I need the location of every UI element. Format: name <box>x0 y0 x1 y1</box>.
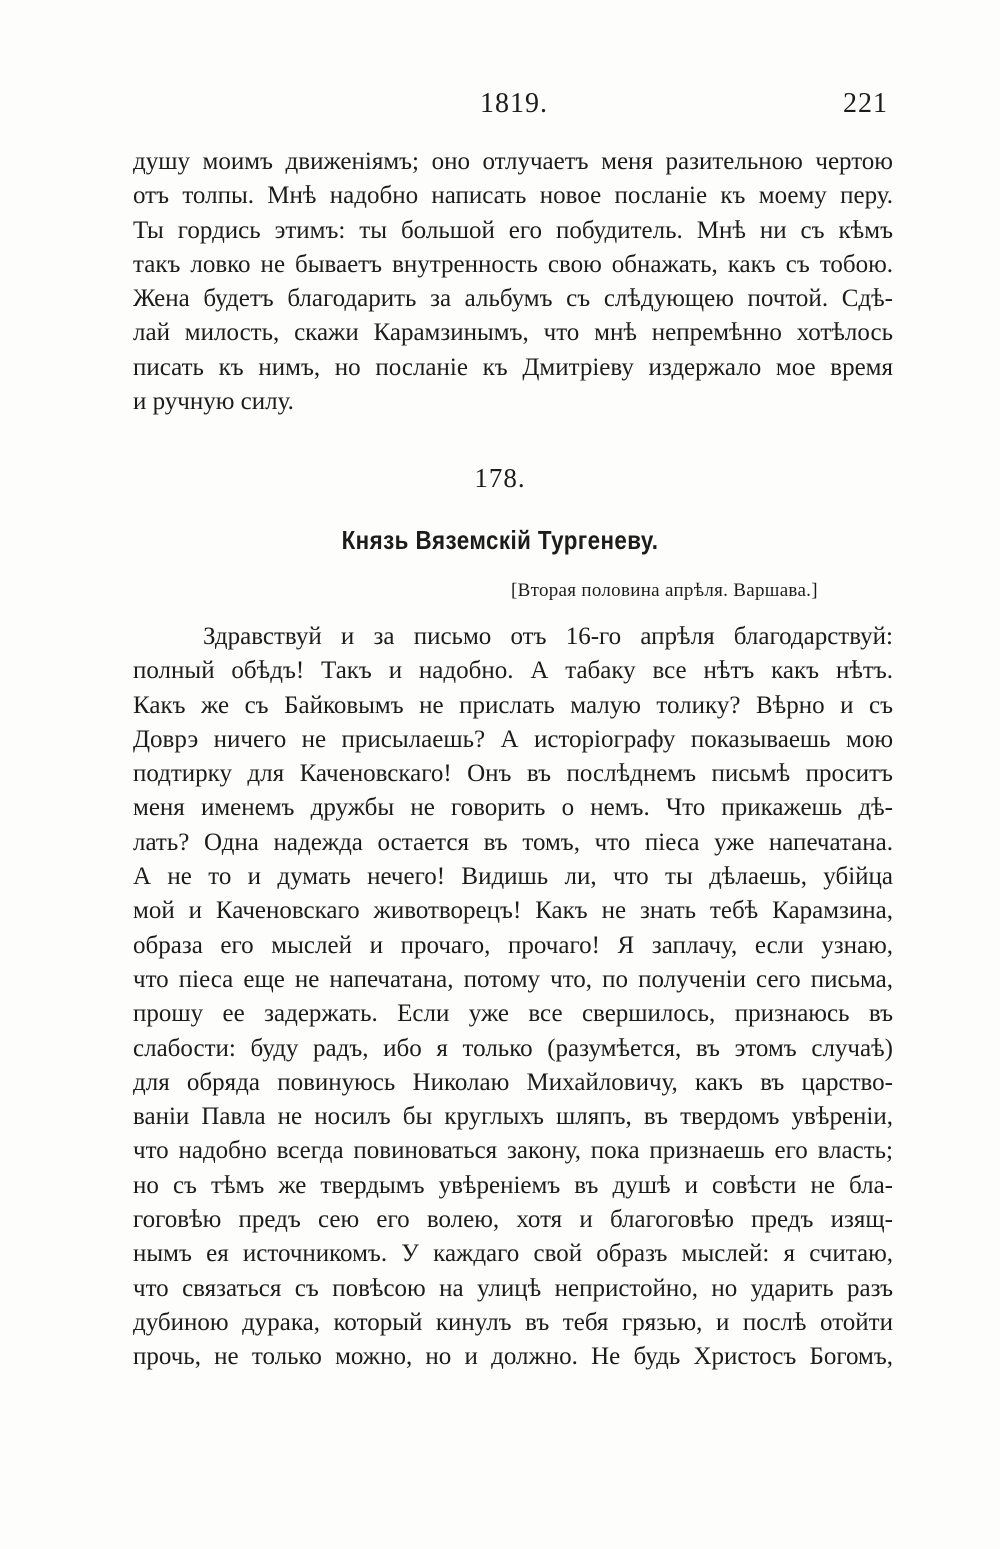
text-line: нымъ ея источникомъ. У каждаго свой образъ мыслей: я считаю, <box>133 1240 893 1268</box>
text-line: ваніи Павла не носилъ бы круглыхъ шляпъ, въ твердомъ увѣреніи, <box>133 1103 893 1131</box>
text-line: мой и Каченовскаго животворецъ! Какъ не знать тебѣ Карамзина, <box>133 897 893 925</box>
text-line: Какъ же съ Байковымъ не прислать малую толику? Вѣрно и съ <box>133 691 893 719</box>
text-line: и ручную силу. <box>133 388 294 416</box>
text-line: подтирку для Каченовскаго! Онъ въ послѣднемъ письмѣ проситъ <box>133 760 893 788</box>
text-line: что связаться съ повѣсою на улицѣ непристойно, но ударить разъ <box>133 1274 893 1302</box>
text-line: Доврэ ничего не присылаешь? А исторіографу показываешь мою <box>133 725 893 753</box>
text-line: что піеса еще не напечатана, потому что, по полученіи сего письма, <box>133 965 893 993</box>
letter-body <box>133 620 893 1375</box>
text-line: гоговѣю предъ сею его волею, хотя и благоговѣю предъ изящ- <box>133 1206 893 1234</box>
text-line: лай милость, скажи Карамзинымъ, что мнѣ непремѣнно хотѣлось <box>133 319 893 347</box>
text-line: меня именемъ дружбы не говорить о немъ. Что прикажешь дѣ- <box>133 794 893 822</box>
text-line: слабости: буду радъ, ибо я только (разумѣется, въ этомъ случаѣ) <box>133 1034 893 1062</box>
running-head-year: 1819. <box>480 88 548 119</box>
text-line: Здравствуй и за письмо отъ 16-го апрѣля благодарствуй: <box>203 623 893 650</box>
text-line: писать къ нимъ, но посланіе къ Дмитріеву издержало мое время <box>133 353 893 381</box>
text-line: для обряда повинуюсь Николаю Михайловичу, какъ въ царство- <box>133 1068 893 1096</box>
text-line: прочь, не только можно, но и должно. Не будь Христосъ Богомъ, <box>133 1343 893 1371</box>
text-line: А не то и думать нечего! Видишь ли, что ты дѣлаешь, убійца <box>133 863 893 891</box>
letter-heading: Князь Вяземскій Тургеневу. <box>341 525 659 555</box>
text-line: такъ ловко не бываетъ внутренность свою обнажать, какъ съ тобою. <box>133 250 893 278</box>
page-number: 221 <box>843 88 888 119</box>
text-line: что надобно всегда повиноваться закону, пока признаешь его власть; <box>133 1137 893 1165</box>
text-line: полный обѣдъ! Такъ и надобно. А табаку все нѣтъ какъ нѣтъ. <box>133 657 893 685</box>
running-head <box>0 88 1000 128</box>
text-line: прошу ее задержать. Если уже все свершилось, признаюсь въ <box>133 1000 893 1028</box>
letter-dateline: [Вторая половина апрѣля. Варшава.] <box>511 580 818 601</box>
text-line: отъ толпы. Мнѣ надобно написать новое посланіе къ моему перу. <box>133 182 893 210</box>
text-line: Ты гордись этимъ: ты большой его побудитель. Мнѣ ни съ кѣмъ <box>133 216 893 244</box>
text-line: Жена будетъ благодарить за альбумъ съ слѣдующею почтой. Сдѣ- <box>133 285 893 313</box>
text-line: образа его мыслей и прочаго, прочаго! Я заплачу, если узнаю, <box>133 931 893 959</box>
text-line: лать? Одна надежда остается въ томъ, что піеса уже напечатана. <box>133 828 893 856</box>
text-line: душу моимъ движеніямъ; оно отлучаетъ меня разительною чертою <box>133 148 893 175</box>
text-line: дубиною дурака, который кинулъ въ тебя грязью, и послѣ отойти <box>133 1308 893 1336</box>
letter-number: 178. <box>474 463 526 493</box>
text-line: но съ тѣмъ же твердымъ увѣреніемъ въ душѣ и совѣсти не бла- <box>133 1171 893 1199</box>
continuation-paragraph <box>133 145 893 419</box>
